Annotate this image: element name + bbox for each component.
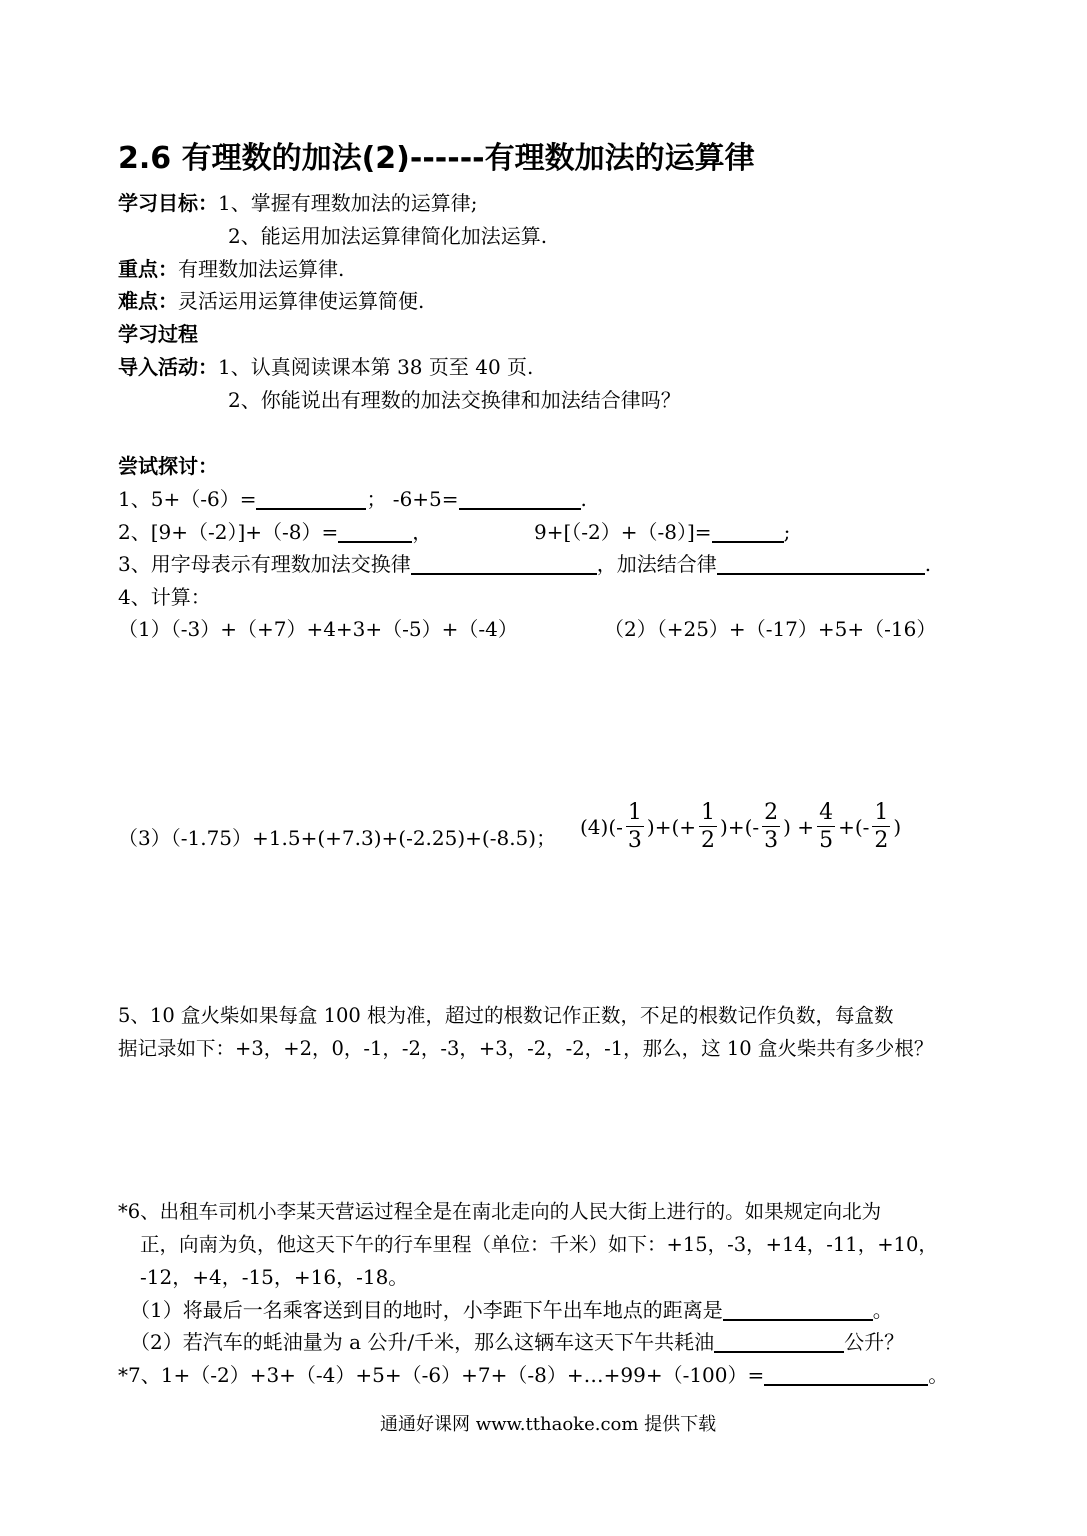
answer-blank[interactable] [712, 519, 784, 543]
answer-blank[interactable] [717, 551, 925, 575]
question-2b [534, 516, 790, 545]
intro-label: 导入活动： [118, 355, 218, 379]
q4p4-text: +(- [838, 815, 870, 839]
footer: 通通好课网 www.tthaoke.com 提供下载 [380, 1414, 717, 1435]
q6-line-1: *6、出租车司机小李某天营运过程全是在南北走向的人民大街上进行的。如果规定向北为 [118, 1200, 882, 1223]
q4-part-1: （1）（-3）+（+7）+4+3+（-5）+（-4） [118, 617, 518, 641]
q4p4-text: ) [893, 815, 902, 839]
q3-text-b: ，加法结合律 [596, 552, 717, 576]
fraction-denominator: 3 [764, 828, 779, 853]
q4p4-text: ) + [783, 815, 815, 839]
q6-line-2: 正，向南为负，他这天下午的行车里程（单位：千米）如下：+15，-3，+14，-11，+10， [140, 1233, 938, 1256]
q2b-text: 9+[（-2）+（-8）]= [534, 520, 712, 544]
q1-text: 1、5+（-6）= [118, 487, 257, 511]
difficulty [118, 285, 424, 314]
q3-end: . [924, 552, 932, 576]
answer-blank[interactable] [411, 551, 597, 575]
difficulty-label: 难点： [118, 289, 178, 313]
key-point-text: 有理数加法运算律. [178, 257, 345, 281]
question-3 [118, 548, 931, 577]
q6-sub-1 [130, 1294, 893, 1323]
q5-line-1: 5、10 盒火柴如果每盒 100 根为准，超过的根数记作正数，不足的根数记作负数，每盒数 [118, 1004, 894, 1027]
fraction-denominator: 3 [627, 828, 642, 853]
q2a-end: ， [412, 520, 433, 544]
fraction-numerator: 4 [819, 800, 834, 825]
q4-part-2: （2）（+25）+（-17）+5+（-16） [604, 617, 937, 641]
q1-end: . [580, 487, 587, 511]
fraction [626, 802, 644, 852]
q3-text: 3、用字母表示有理数加法交换律 [118, 552, 411, 576]
answer-blank[interactable] [723, 1297, 873, 1321]
q6-sub1-text: （1）将最后一名乘客送到目的地时，小李距下午出车地点的距离是 [130, 1298, 723, 1322]
answer-blank[interactable] [714, 1329, 844, 1353]
answer-blank[interactable] [256, 486, 366, 510]
answer-blank[interactable] [764, 1362, 928, 1386]
objective-item: 2、能运用加法运算律简化加法运算. [228, 224, 548, 248]
answer-blank[interactable] [459, 486, 581, 510]
q7-text: *7、1+（-2）+3+（-4）+5+（-6）+7+（-8）+…+99+（-100）= [118, 1363, 765, 1387]
fraction-denominator: 2 [701, 828, 716, 853]
intro-item: 2、你能说出有理数的加法交换律和加法结合律吗？ [228, 388, 681, 412]
page-title: 2.6 有理数的加法(2)------有理数加法的运算律 [118, 141, 755, 176]
q6-sub1-end: 。 [872, 1298, 893, 1322]
fraction [872, 802, 890, 852]
q1-separator: ； -6+5= [366, 487, 459, 511]
explore-heading: 尝试探讨： [118, 454, 218, 478]
q2b-end: ; [783, 520, 791, 544]
fraction [762, 802, 780, 852]
key-point [118, 253, 344, 282]
q6-sub2-text: （2）若汽车的蚝油量为 a 公升/千米，那么这辆车这天下午共耗油 [130, 1330, 715, 1354]
fraction-numerator: 1 [701, 800, 716, 825]
intro-line-1 [118, 351, 533, 380]
question-7 [118, 1359, 948, 1388]
question-4-label: 4、计算： [118, 585, 211, 609]
q4p4-text: (4)(- [580, 815, 623, 839]
q4-part-3: （3）（-1.75）+1.5+(+7.3)+(-2.25)+(-8.5)； [118, 826, 557, 850]
fraction-denominator: 5 [819, 828, 834, 853]
fraction [817, 802, 835, 852]
question-1 [118, 483, 587, 512]
fraction [699, 802, 717, 852]
q4p4-text: )+(+ [646, 815, 697, 839]
q4p4-text: )+(- [720, 815, 760, 839]
q6-sub-2 [130, 1326, 904, 1355]
q5-line-2: 据记录如下：+3，+2，0，-1，-2，-3，+3，-2，-2，-1，那么，这 10 盒火柴共有多少根？ [118, 1037, 934, 1060]
question-2a [118, 516, 432, 545]
key-point-label: 重点： [118, 257, 178, 281]
intro-item: 1、认真阅读课本第 38 页至 40 页. [218, 355, 534, 379]
objectives-label: 学习目标： [118, 191, 218, 215]
objective-item: 1、掌握有理数加法的运算律; [218, 191, 478, 215]
q4-part-4 [580, 802, 901, 852]
fraction-numerator: 1 [627, 800, 642, 825]
process-heading: 学习过程 [118, 322, 198, 346]
q6-line-3: -12，+4，-15，+16，-18。 [140, 1265, 409, 1289]
q7-end: 。 [928, 1363, 949, 1387]
q6-sub2-end: 公升？ [844, 1330, 905, 1354]
fraction-denominator: 2 [874, 828, 889, 853]
answer-blank[interactable] [338, 519, 412, 543]
q2a-text: 2、[9+（-2）]+（-8）= [118, 520, 339, 544]
difficulty-text: 灵活运用运算律使运算简便. [178, 289, 425, 313]
objectives-line-1 [118, 187, 477, 216]
fraction-numerator: 2 [764, 800, 779, 825]
fraction-numerator: 1 [874, 800, 889, 825]
